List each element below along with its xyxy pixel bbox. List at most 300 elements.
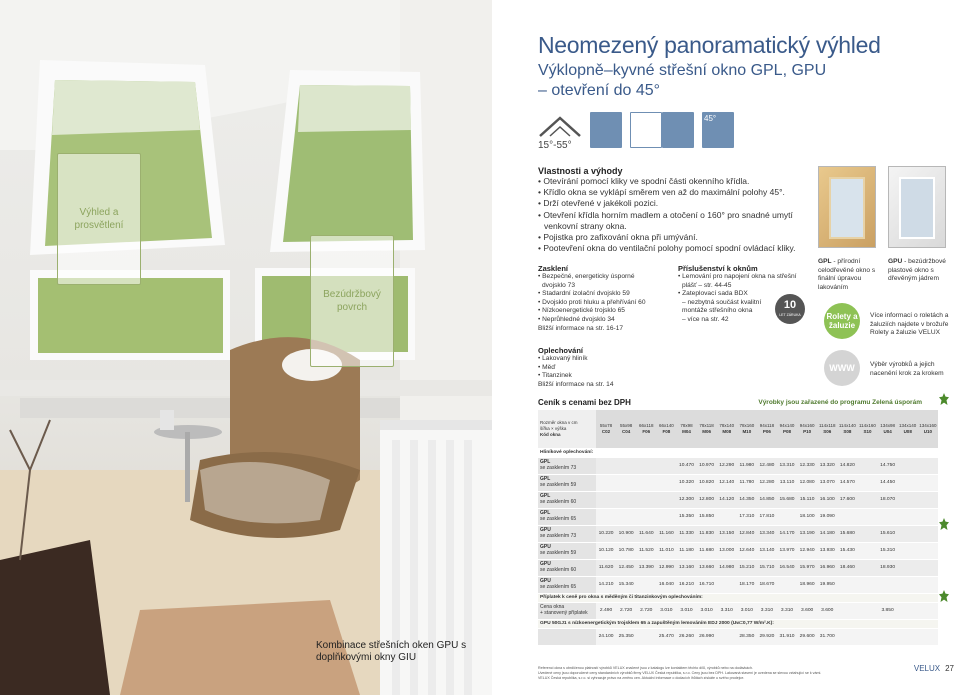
- price-cell: 25.350: [616, 628, 636, 645]
- price-cell: 15.710: [757, 559, 777, 576]
- price-cell: 31.700: [817, 628, 837, 645]
- price-cell: [857, 576, 877, 593]
- glazing-item: • Stadardní izolační dvojsklo 59: [538, 290, 630, 298]
- price-cell: 3.310: [757, 602, 777, 619]
- row-label: [538, 602, 596, 619]
- price-cell: 14.980: [717, 559, 737, 576]
- price-cell: 3.010: [697, 602, 717, 619]
- row-label: [538, 508, 596, 525]
- size-code: P06: [762, 428, 771, 434]
- price-cell: [857, 457, 877, 474]
- row-glazing: se zasklením 59: [540, 481, 577, 488]
- price-cell: 11.160: [656, 525, 676, 542]
- size-header: [817, 410, 837, 448]
- glazing-item: • Bezpečné, energeticky úsporné: [538, 273, 635, 280]
- price-cell: 18.670: [757, 576, 777, 593]
- gpu-text: - bezúdržbové plastové okno s dřevěným jádrem: [888, 258, 946, 283]
- price-cell: 11.010: [656, 542, 676, 559]
- size-code: P08: [783, 428, 792, 434]
- size-dimensions: 134x160: [919, 423, 937, 429]
- price-cell: 10.820: [697, 474, 717, 491]
- flashing-item: • Měď: [538, 363, 556, 371]
- row-label: [538, 457, 596, 474]
- price-cell: [898, 542, 918, 559]
- price-cell: 14.570: [837, 474, 857, 491]
- accessory-item: plášť – str. 44-45: [682, 281, 732, 289]
- photo-caption: Kombinace střešních oken GPU s doplňkovými okny GIU: [316, 640, 467, 663]
- price-cell: [636, 457, 656, 474]
- price-cell: 2.490: [596, 602, 616, 619]
- price-cell: 12.840: [737, 525, 757, 542]
- price-cell: 2.720: [636, 602, 656, 619]
- price-cell: 31.910: [777, 628, 797, 645]
- price-cell: 16.040: [656, 576, 676, 593]
- benefit-item: • Pootevření okna do ventilační polohy pomocí spodní ovládací kliky.: [538, 243, 796, 254]
- price-cell: [878, 508, 898, 525]
- table-header-row: [538, 410, 938, 448]
- price-cell: 29.600: [797, 628, 817, 645]
- row-model: GPU: [540, 543, 551, 550]
- price-cell: [857, 474, 877, 491]
- size-header: [697, 410, 717, 448]
- price-cell: [837, 628, 857, 645]
- price-cell: 12.280: [757, 474, 777, 491]
- price-cell: 16.210: [676, 576, 696, 593]
- row-glazing: se zasklením 65: [540, 583, 577, 590]
- benefits-section: [538, 166, 828, 254]
- price-cell: 14.820: [837, 457, 857, 474]
- energy-row: [538, 628, 938, 645]
- size-code: S08: [843, 428, 852, 434]
- table-row: [538, 525, 938, 542]
- accessory-item: – nezbytná součást kvalitní: [682, 298, 762, 306]
- row-model: GPL: [540, 509, 551, 516]
- price-cell: 11.680: [697, 542, 717, 559]
- price-cell: 16.540: [777, 559, 797, 576]
- roof-pitch-icon: [538, 112, 582, 140]
- price-cell: 18.170: [737, 576, 757, 593]
- size-header: [918, 410, 938, 448]
- price-cell: [636, 576, 656, 593]
- subtitle-line-1: Výklopně–kyvné střešní okno GPL, GPU: [538, 62, 827, 79]
- size-dimensions: 55x98: [620, 423, 633, 429]
- size-header: [857, 410, 877, 448]
- benefit-item: • Křídlo okna se vyklápí směrem ven až do maximální polohy 45°.: [538, 187, 785, 198]
- glazing-section: [538, 264, 668, 333]
- price-cell: 12.080: [797, 474, 817, 491]
- price-cell: [918, 576, 938, 593]
- price-cell: 12.300: [676, 491, 696, 508]
- price-cell: 12.140: [717, 474, 737, 491]
- size-header: [676, 410, 696, 448]
- size-header: [757, 410, 777, 448]
- open-45-label: 45°: [704, 114, 717, 123]
- warranty-label: LET ZÁRUKA: [779, 313, 801, 317]
- price-cell: 18.100: [797, 508, 817, 525]
- price-cell: 13.190: [797, 525, 817, 542]
- flashing-item: • Lakovaný hliník: [538, 355, 588, 362]
- benefit-item: • Otevření křídla horním madlem a otočení o 160° pro snadné umytí: [538, 209, 793, 220]
- price-cell: [656, 508, 676, 525]
- price-cell: 11.620: [596, 559, 616, 576]
- page-subtitle: [538, 61, 826, 101]
- table-corner-label: [538, 410, 596, 448]
- row-label: [538, 474, 596, 491]
- price-cell: [918, 602, 938, 619]
- price-cell: 10.970: [697, 457, 717, 474]
- glazing-item: • Neprůhledné dvojsklo 34: [538, 315, 615, 323]
- table-row: [538, 491, 938, 508]
- page-title: Neomezený panoramatický výhled: [538, 32, 881, 58]
- price-cell: [878, 576, 898, 593]
- price-cell: 11.980: [737, 457, 757, 474]
- flashing-title: Oplechování: [538, 346, 584, 355]
- gpl-name: GPL: [818, 258, 832, 265]
- accessories-title: Příslušenství k oknům: [678, 264, 758, 273]
- shutters-badge: Rolety a žaluzie: [824, 303, 860, 339]
- pivot-icon: [630, 112, 662, 148]
- product-page: [492, 0, 960, 695]
- surcharge-label: Příplatek k ceně pro okna s měděným či titanzinkovým oplechováním:: [538, 593, 938, 602]
- price-cell: 16.960: [817, 559, 837, 576]
- price-cell: 15.680: [777, 491, 797, 508]
- price-cell: [898, 602, 918, 619]
- footnote: Uvedené ceny jsou doporučené ceny standardních výrobků firmy VELUX Česká republika, s.r.o. Ceny jsou bez DPH. Lakovaná stavení je uvedena se slevou vztahující se k vámi.: [538, 671, 822, 676]
- benefit-item: • Otevírání pomocí kliky ve spodní části okenního křídla.: [538, 176, 750, 186]
- price-cell: 13.390: [636, 559, 656, 576]
- price-cell: [918, 525, 938, 542]
- price-cell: 3.310: [717, 602, 737, 619]
- price-cell: 13.160: [676, 559, 696, 576]
- roof-pitch-range: 15°-55°: [538, 140, 572, 151]
- price-cell: [656, 474, 676, 491]
- callout-light: Výhled a prosvětlení: [57, 153, 141, 285]
- header-label: šířka × výška: [540, 425, 567, 431]
- size-dimensions: 94x118: [759, 423, 775, 429]
- table-row: [538, 457, 938, 474]
- price-cell: 18.070: [878, 491, 898, 508]
- gpu-window-image: [888, 166, 946, 248]
- glazing-more-info: Bližší informace na str. 16-17: [538, 324, 624, 332]
- size-code: F06: [642, 428, 651, 434]
- energy-label: GPU 50GJ1 s nízkoenergetickým trojsklem 65 a zapuštěným lemováním EDJ 2000 (Uw=0,77 W/m².K):: [538, 619, 938, 628]
- warranty-years: 10: [783, 299, 797, 311]
- cleaning-icon: [662, 112, 694, 148]
- size-dimensions: 114x118: [818, 423, 836, 429]
- accessory-item: – více na str. 42: [682, 315, 729, 323]
- price-cell: [656, 457, 676, 474]
- price-cell: 3.010: [737, 602, 757, 619]
- price-cell: [918, 491, 938, 508]
- price-cell: 13.110: [777, 474, 797, 491]
- price-cell: 3.850: [878, 602, 898, 619]
- price-cell: 13.000: [717, 542, 737, 559]
- group-row: [538, 448, 938, 457]
- size-code: M04: [682, 428, 691, 434]
- size-code: M06: [702, 428, 711, 434]
- price-cell: [857, 525, 877, 542]
- price-cell: 11.640: [636, 525, 656, 542]
- flashing-section: [538, 346, 668, 389]
- price-cell: 10.120: [596, 542, 616, 559]
- surcharge-row-sub: + stanovený příplatek: [540, 609, 588, 616]
- price-cell: 13.930: [817, 542, 837, 559]
- row-glazing: se zasklením 59: [540, 549, 577, 556]
- price-cell: [596, 457, 616, 474]
- gpu-name: GPU: [888, 258, 903, 265]
- price-cell: 3.010: [656, 602, 676, 619]
- price-cell: 13.970: [777, 542, 797, 559]
- table-row: [538, 576, 938, 593]
- price-cell: [656, 491, 676, 508]
- price-cell: [898, 491, 918, 508]
- price-cell: [596, 508, 616, 525]
- price-cell: 2.720: [616, 602, 636, 619]
- price-cell: 13.150: [717, 525, 737, 542]
- price-cell: 18.960: [797, 576, 817, 593]
- price-cell: 17.310: [737, 508, 757, 525]
- price-cell: 28.350: [737, 628, 757, 645]
- accessory-item: • Lemování pro napojení okna na střešní: [678, 273, 797, 280]
- size-dimensions: 66x140: [659, 423, 674, 429]
- price-cell: 13.660: [697, 559, 717, 576]
- price-cell: 15.610: [878, 525, 898, 542]
- price-cell: 10.470: [676, 457, 696, 474]
- price-cell: 10.900: [616, 525, 636, 542]
- price-cell: [918, 457, 938, 474]
- size-header: [717, 410, 737, 448]
- size-code: M10: [742, 428, 752, 434]
- page-folio: [914, 664, 954, 673]
- price-cell: 12.480: [757, 457, 777, 474]
- price-cell: 16.100: [817, 491, 837, 508]
- price-cell: [898, 457, 918, 474]
- size-code: C04: [622, 428, 631, 434]
- glazing-item: dvojsklo 73: [542, 281, 575, 289]
- surcharge-row-name: Cena okna: [540, 603, 565, 610]
- price-cell: [616, 508, 636, 525]
- price-cell: 15.310: [878, 542, 898, 559]
- price-cell: 14.350: [737, 491, 757, 508]
- price-cell: 15.680: [837, 525, 857, 542]
- flashing-item: • Titanzinek: [538, 372, 572, 380]
- price-cell: 26.260: [676, 628, 696, 645]
- price-cell: 13.070: [817, 474, 837, 491]
- price-cell: 14.210: [596, 576, 616, 593]
- price-cell: 12.800: [697, 491, 717, 508]
- price-cell: [717, 576, 737, 593]
- price-cell: [857, 508, 877, 525]
- price-cell: [636, 508, 656, 525]
- price-cell: 13.340: [757, 525, 777, 542]
- price-cell: [898, 525, 918, 542]
- row-label: [538, 542, 596, 559]
- www-note: Výběr výrobků a jejich nacenění krok za krokem: [870, 361, 944, 377]
- row-glazing: se zasklením 60: [540, 498, 577, 505]
- flashing-more-info: Bližší informace na str. 14: [538, 380, 614, 388]
- price-cell: 14.750: [878, 457, 898, 474]
- price-cell: 12.940: [797, 542, 817, 559]
- table-row: [538, 542, 938, 559]
- header-label: Rozměr okna v cm: [540, 420, 578, 426]
- price-cell: 25.470: [656, 628, 676, 645]
- price-list-title: Ceník s cenami bez DPH: [538, 398, 631, 407]
- leaf-icon: [939, 518, 949, 530]
- price-cell: 24.100: [596, 628, 616, 645]
- price-cell: [918, 508, 938, 525]
- price-cell: 10.320: [676, 474, 696, 491]
- price-cell: 13.140: [757, 542, 777, 559]
- accessory-item: montáže střešního okna: [682, 307, 753, 315]
- size-dimensions: 94x160: [799, 423, 815, 429]
- price-cell: [857, 491, 877, 508]
- price-cell: 13.310: [777, 457, 797, 474]
- price-cell: 14.850: [757, 491, 777, 508]
- table-row: [538, 559, 938, 576]
- price-cell: [898, 628, 918, 645]
- table-row: [538, 474, 938, 491]
- size-header: [656, 410, 676, 448]
- energy-label-row: [538, 619, 938, 628]
- price-table: [538, 410, 938, 646]
- row-model: GPU: [540, 526, 551, 533]
- price-cell: [857, 542, 877, 559]
- price-cell: 14.450: [878, 474, 898, 491]
- price-cell: [837, 576, 857, 593]
- open-45-icon: [702, 112, 734, 148]
- price-cell: [857, 628, 877, 645]
- glazing-item: • Nízkoenergetické trojsklo 65: [538, 307, 625, 315]
- gpu-description: [888, 258, 952, 284]
- gpl-description: [818, 258, 878, 292]
- price-cell: [898, 559, 918, 576]
- price-cell: [918, 542, 938, 559]
- price-cell: 15.110: [797, 491, 817, 508]
- price-cell: [878, 628, 898, 645]
- page-number: 27: [945, 664, 954, 673]
- size-dimensions: 78x118: [699, 423, 714, 429]
- leaf-icon: [939, 393, 949, 405]
- price-cell: 14.170: [777, 525, 797, 542]
- size-dimensions: 78x98: [680, 423, 693, 429]
- surcharge-row: [538, 602, 938, 619]
- eco-program-note: Výrobky jsou zařazené do programu Zelená úsporám: [758, 399, 922, 406]
- price-cell: 14.120: [717, 491, 737, 508]
- price-cell: [616, 491, 636, 508]
- benefits-title: Vlastnosti a výhody: [538, 166, 623, 176]
- price-cell: 14.180: [817, 525, 837, 542]
- size-code: U08: [903, 428, 912, 434]
- price-cell: 10.780: [616, 542, 636, 559]
- size-dimensions: 94x140: [779, 423, 795, 429]
- brand-name: VELUX: [913, 664, 941, 673]
- size-dimensions: 78x160: [739, 423, 755, 429]
- price-cell: [837, 508, 857, 525]
- gpl-text: - přírodní celodřevěné okno s finální úpravou lakováním: [818, 258, 876, 291]
- price-cell: 11.780: [737, 474, 757, 491]
- price-cell: 15.970: [797, 559, 817, 576]
- callout-surface: Bezúdržbový povrch: [310, 235, 394, 367]
- size-code: P10: [803, 428, 812, 434]
- price-cell: [918, 559, 938, 576]
- size-code: U10: [923, 428, 932, 434]
- price-cell: 3.310: [777, 602, 797, 619]
- price-cell: 11.520: [636, 542, 656, 559]
- price-cell: [898, 576, 918, 593]
- price-cell: [717, 508, 737, 525]
- benefit-item: venkovní strany okna.: [544, 220, 627, 231]
- price-cell: 3.600: [797, 602, 817, 619]
- price-cell: [616, 474, 636, 491]
- price-cell: 13.320: [817, 457, 837, 474]
- header-label: Kód okna: [540, 431, 561, 437]
- price-cell: [636, 628, 656, 645]
- price-cell: [616, 457, 636, 474]
- price-cell: [918, 474, 938, 491]
- price-cell: 15.340: [616, 576, 636, 593]
- size-dimensions: 66x118: [639, 423, 654, 429]
- gpl-window-image: [818, 166, 876, 248]
- price-cell: [636, 474, 656, 491]
- price-cell: [777, 576, 797, 593]
- www-badge[interactable]: WWW: [824, 350, 860, 386]
- price-cell: 16.710: [697, 576, 717, 593]
- leaf-icon: [939, 590, 949, 602]
- row-glazing: se zasklením 73: [540, 464, 577, 471]
- price-cell: 15.850: [697, 508, 717, 525]
- table-row: [538, 508, 938, 525]
- footnote: Referenci okna s obrdičenou platností výrobků VELUX značené jsou z katalogu lze kontaktem těchto dílů, výrobků nebo na dodávkách.: [538, 666, 753, 670]
- row-label: [538, 559, 596, 576]
- row-model: GPL: [540, 475, 551, 482]
- row-model: GPL: [540, 458, 551, 465]
- price-cell: [857, 602, 877, 619]
- size-code: U04: [883, 428, 892, 434]
- subtitle-line-2: – otevření do 45°: [538, 82, 661, 99]
- price-cell: 18.460: [837, 559, 857, 576]
- shutters-note: Více informací o roletách a žaluziích najdete v brožuře Rolety a žaluzie VELUX: [870, 312, 949, 337]
- row-glazing: se zasklením 73: [540, 532, 577, 539]
- price-cell: 11.180: [676, 542, 696, 559]
- price-cell: 11.830: [697, 525, 717, 542]
- benefit-item: • Drží otevřené v jakékoli pozici.: [538, 198, 659, 209]
- price-cell: 12.990: [656, 559, 676, 576]
- price-cell: 19.090: [817, 508, 837, 525]
- size-header: [898, 410, 918, 448]
- row-model: GPU: [540, 560, 551, 567]
- price-cell: 10.220: [596, 525, 616, 542]
- size-dimensions: 55x78: [599, 423, 613, 429]
- top-handle-icon: [590, 112, 622, 148]
- row-model: GPU: [540, 577, 551, 584]
- glazing-title: Zasklení: [538, 264, 569, 273]
- price-cell: 19.950: [817, 576, 837, 593]
- size-header: [737, 410, 757, 448]
- price-cell: [596, 474, 616, 491]
- row-label: [538, 576, 596, 593]
- size-dimensions: 134x98: [880, 423, 895, 429]
- price-cell: 15.430: [837, 542, 857, 559]
- size-header: [616, 410, 636, 448]
- price-cell: 15.210: [737, 559, 757, 576]
- price-cell: [898, 508, 918, 525]
- benefit-item: • Pojistka pro zafixování okna při umývání.: [538, 232, 698, 243]
- accessory-item: • Zateplovací sada BDX: [678, 290, 748, 298]
- surcharge-label-row: [538, 593, 938, 602]
- size-header: [777, 410, 797, 448]
- footnotes: [538, 666, 868, 682]
- price-cell: [777, 508, 797, 525]
